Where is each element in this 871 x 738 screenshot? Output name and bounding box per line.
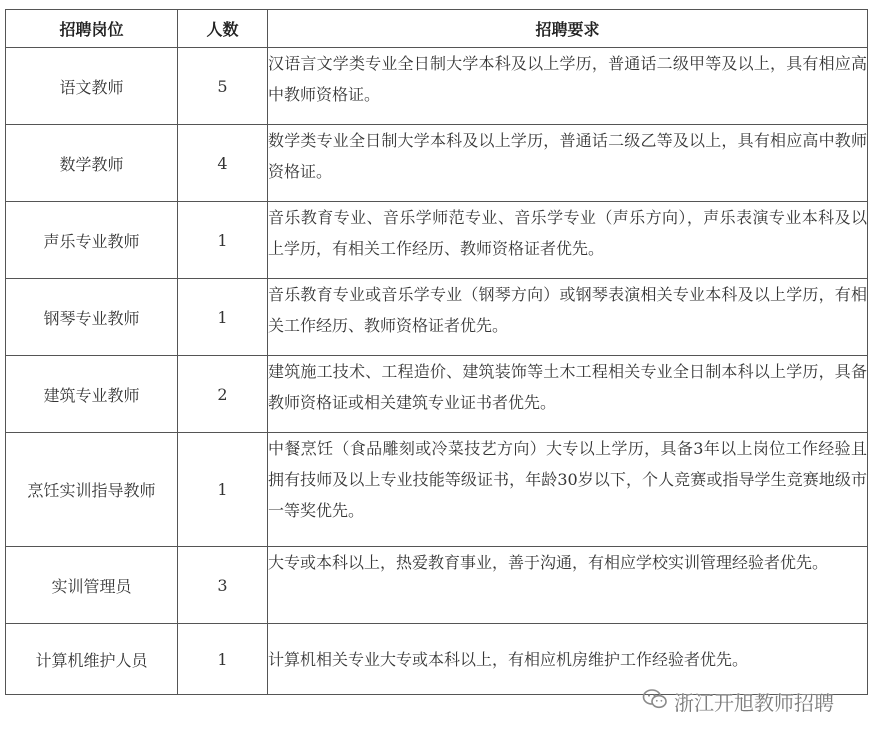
position-cell: 建筑专业教师: [6, 356, 178, 433]
table-row: [6, 125, 868, 202]
wechat-icon: [642, 688, 674, 715]
table-row: [6, 356, 868, 433]
watermark: [642, 687, 834, 716]
position-cell: 钢琴专业教师: [6, 279, 178, 356]
requirement-cell: 中餐烹饪（食品雕刻或冷菜技艺方向）大专以上学历，具备3年以上岗位工作经验且拥有技师及以上专业技能等级证书，年龄30岁以下，个人竞赛或指导学生竞赛地级市一等奖优先。: [268, 433, 868, 547]
count-cell: 1: [178, 433, 268, 547]
requirement-cell: 汉语言文学类专业全日制大学本科及以上学历，普通话二级甲等及以上，具有相应高中教师资格证。: [268, 48, 868, 125]
header-row: [6, 10, 868, 48]
header-count: 人数: [178, 10, 268, 48]
count-cell: 5: [178, 48, 268, 125]
table-row: [6, 279, 868, 356]
header-position: 招聘岗位: [6, 10, 178, 48]
position-cell: 烹饪实训指导教师: [6, 433, 178, 547]
position-cell: 实训管理员: [6, 547, 178, 624]
requirement-cell: 计算机相关专业大专或本科以上，有相应机房维护工作经验者优先。: [268, 624, 868, 695]
requirement-cell: 数学类专业全日制大学本科及以上学历，普通话二级乙等及以上，具有相应高中教师资格证。: [268, 125, 868, 202]
count-cell: 4: [178, 125, 268, 202]
watermark-text: 浙江开旭教师招聘: [674, 691, 834, 715]
count-cell: 1: [178, 279, 268, 356]
table-row: [6, 433, 868, 547]
recruitment-table: [5, 9, 868, 695]
table-row: [6, 202, 868, 279]
count-cell: 1: [178, 624, 268, 695]
position-cell: 计算机维护人员: [6, 624, 178, 695]
count-cell: 3: [178, 547, 268, 624]
position-cell: 数学教师: [6, 125, 178, 202]
table-row: [6, 624, 868, 695]
header-requirement: 招聘要求: [268, 10, 868, 48]
count-cell: 1: [178, 202, 268, 279]
requirement-cell: 大专或本科以上，热爱教育事业，善于沟通，有相应学校实训管理经验者优先。: [268, 547, 868, 624]
requirement-cell: 建筑施工技术、工程造价、建筑装饰等土木工程相关专业全日制本科以上学历，具备教师资格证或相关建筑专业证书者优先。: [268, 356, 868, 433]
count-cell: 2: [178, 356, 268, 433]
requirement-cell: 音乐教育专业或音乐学专业（钢琴方向）或钢琴表演相关专业本科及以上学历，有相关工作经历、教师资格证者优先。: [268, 279, 868, 356]
position-cell: 语文教师: [6, 48, 178, 125]
position-cell: 声乐专业教师: [6, 202, 178, 279]
table-row: [6, 48, 868, 125]
table-row: [6, 547, 868, 624]
requirement-cell: 音乐教育专业、音乐学师范专业、音乐学专业（声乐方向），声乐表演专业本科及以上学历，有相关工作经历、教师资格证者优先。: [268, 202, 868, 279]
